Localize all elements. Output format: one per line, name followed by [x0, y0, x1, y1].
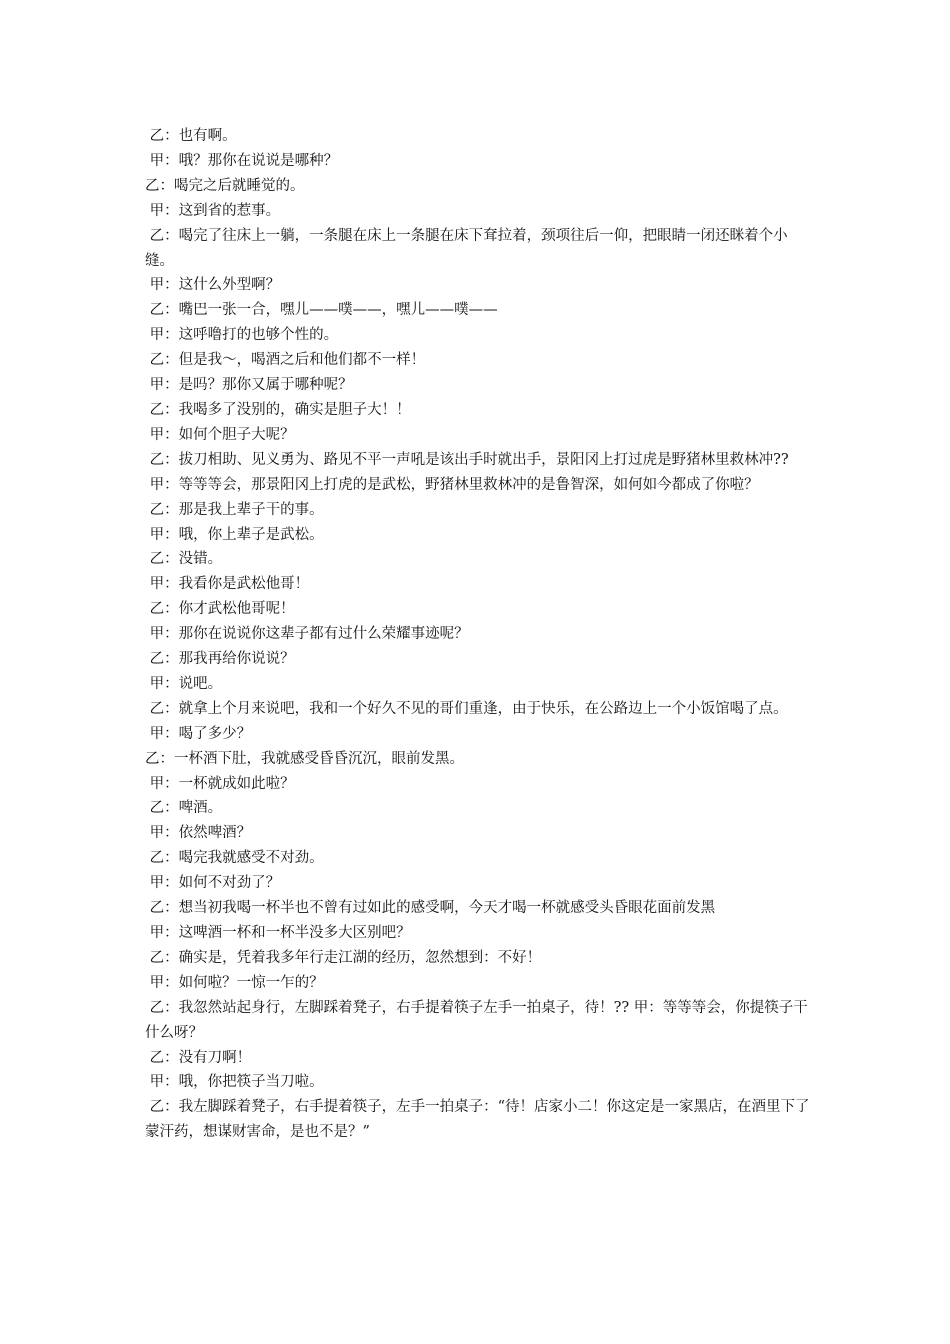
dialogue-line: 乙：那是我上辈子干的事。 — [145, 501, 324, 518]
dialogue-line: 乙：我左脚踩着凳子，右手提着筷子，左手一拍桌子：“待！店家小二！你这定是一家黑店，在酒里下了蒙汗药，想谋财害命，是也不是？” — [145, 1099, 810, 1141]
dialogue-line: 乙：啤酒。 — [145, 800, 223, 817]
dialogue-line: 乙：想当初我喝一杯半也不曾有过如此的感受啊，今天才喝一杯就感受头昏眼花面前发黑 — [145, 900, 716, 917]
dialogue-line: 乙：没错。 — [145, 551, 223, 568]
dialogue-line: 甲：一杯就成如此啦？ — [145, 775, 295, 792]
dialogue-line: 乙：你才武松他哥呢！ — [145, 601, 295, 618]
dialogue-line: 甲：哦，你把筷子当刀啦。 — [145, 1074, 324, 1091]
dialogue-line: 甲：喝了多少？ — [145, 725, 252, 742]
dialogue-line: 甲：我看你是武松他哥！ — [145, 576, 310, 593]
dialogue-line: 乙：但是我～，喝酒之后和他们都不一样！ — [145, 352, 426, 369]
dialogue-line: 甲：哦，你上辈子是武松。 — [145, 526, 324, 543]
dialogue-line: 甲：说吧。 — [145, 675, 223, 692]
dialogue-line: 甲：如何不对劲了？ — [145, 875, 281, 892]
dialogue-line: 甲：这呼噜打的也够个性的。 — [145, 327, 339, 344]
dialogue-line: 甲：这什么外型啊？ — [145, 277, 281, 294]
dialogue-line: 乙：一杯酒下肚，我就感受昏昏沉沉，眼前发黑。 — [145, 750, 464, 767]
dialogue-line: 乙：喝完之后就睡觉的。 — [145, 177, 305, 194]
dialogue-line: 甲：依然啤酒？ — [145, 825, 252, 842]
dialogue-line: 乙：我喝多了没别的，确实是胆子大！！ — [145, 401, 411, 418]
dialogue-line: 甲：那你在说说你这辈子都有过什么荣耀事迹呢？ — [145, 626, 469, 643]
dialogue-line: 甲：这啤酒一杯和一杯半没多大区别吧？ — [145, 925, 411, 941]
dialogue-line: 甲：如何个胆子大呢？ — [145, 426, 295, 443]
dialogue-line: 乙：喝完我就感受不对劲。 — [145, 850, 324, 867]
dialogue-line: 甲：是吗？那你又属于哪种呢？ — [145, 377, 353, 394]
dialogue-line: 甲：等等等会，那景阳冈上打虎的是武松，野猪林里救林冲的是鲁智深，如何如今都成了你啦？ — [145, 476, 759, 493]
dialogue-text — [145, 124, 815, 1145]
dialogue-line: 乙：拔刀相助、见义勇为、路见不平一声吼是该出手时就出手，景阳冈上打过虎是野猪林里救林冲?? — [145, 451, 789, 468]
dialogue-line: 乙：没有刀啊！ — [145, 1049, 252, 1066]
dialogue-line: 乙：就拿上个月来说吧，我和一个好久不见的哥们重逢，由于快乐，在公路边上一个小饭馆喝了点。 — [145, 700, 788, 717]
dialogue-line: 甲：这到省的惹事。 — [145, 202, 281, 219]
dialogue-line: 乙：确实是，凭着我多年行走江湖的经历，忽然想到：不好！ — [145, 949, 542, 966]
dialogue-line: 乙：嘴巴一张一合，嘿儿——噗——，嘿儿——噗—— — [145, 302, 498, 319]
dialogue-line: 甲：哦？那你在说说是哪种？ — [145, 152, 339, 169]
dialogue-line: 甲：如何啦？一惊一乍的？ — [145, 974, 324, 991]
dialogue-line: 乙：那我再给你说说？ — [145, 651, 295, 668]
dialogue-line: 乙：我忽然站起身行，左脚踩着凳子，右手提着筷子左手一拍桌子，待！?? 甲：等等等会，你提筷子干什么呀？ — [145, 999, 808, 1041]
dialogue-line: 乙：喝完了往床上一躺，一条腿在床上一条腿在床下耷拉着，颈项往后一仰，把眼睛一闭还眯着个小缝。 — [145, 227, 788, 269]
dialogue-line: 乙：也有啊。 — [145, 128, 237, 144]
